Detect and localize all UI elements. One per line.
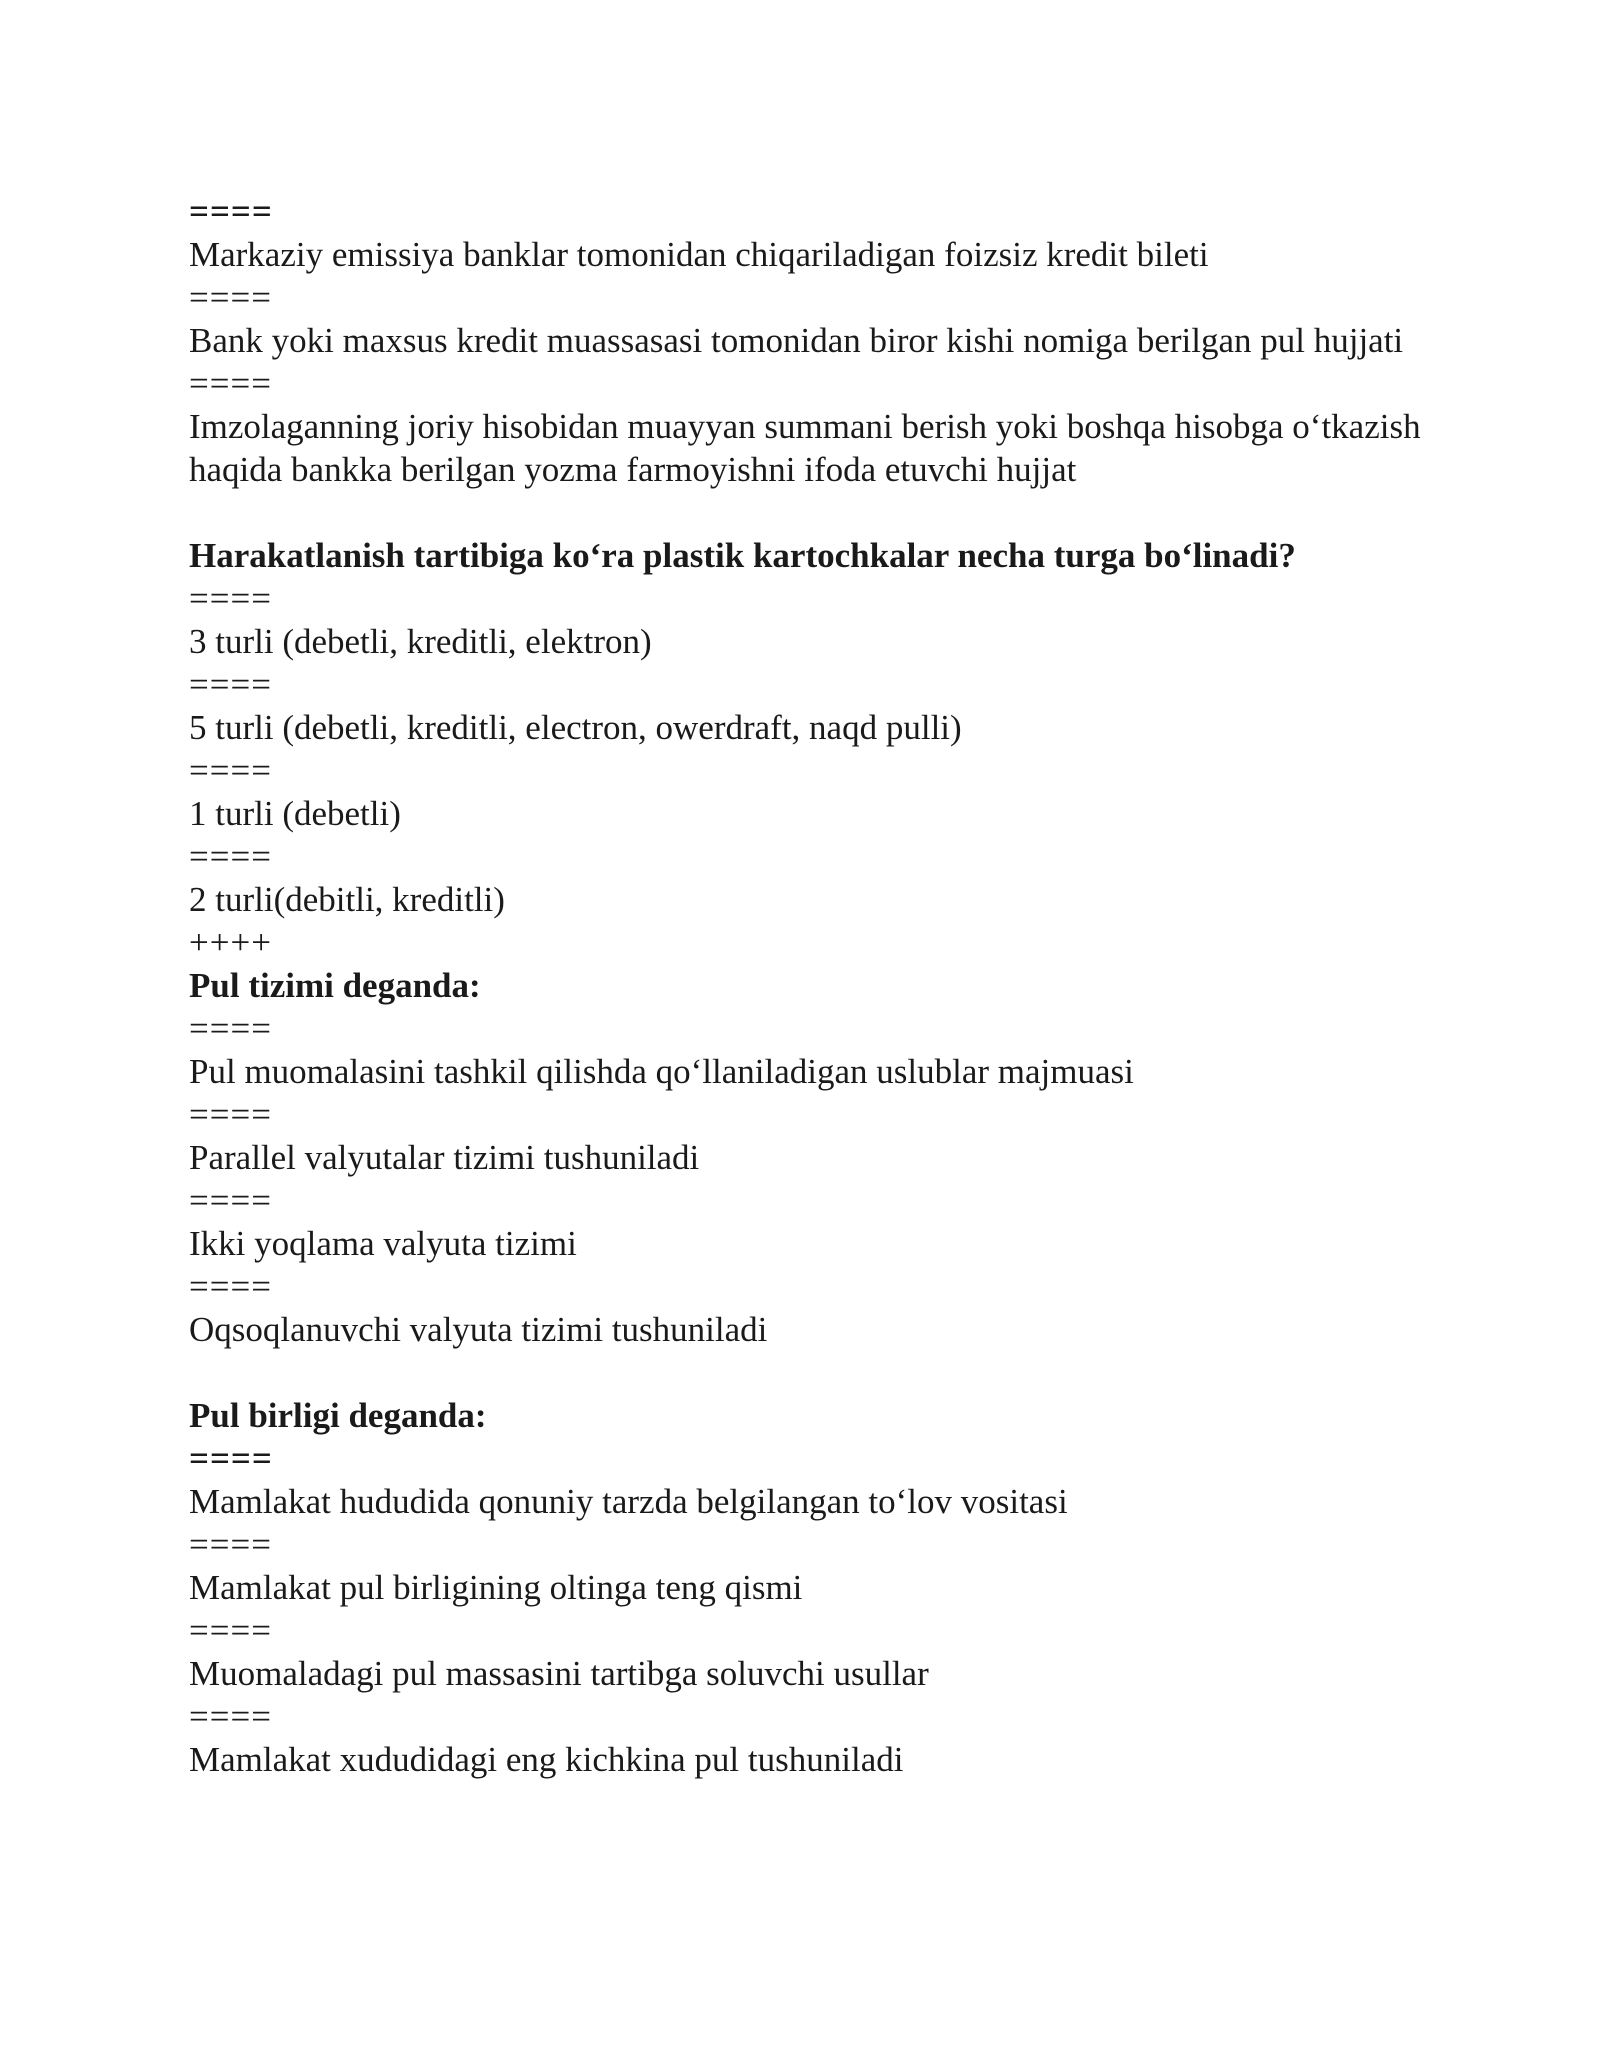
answer-option: Ikki yoqlama valyuta tizimi [189, 1224, 577, 1263]
answer-option: Pul muomalasini tashkil qilishda qo‘llaniladigan uslublar majmuasi [189, 1052, 1134, 1091]
answer-option: Mamlakat hududida qonuniy tarzda belgilangan to‘lov vositasi [189, 1482, 1068, 1521]
separator: ==== [189, 1267, 272, 1306]
answer-option: 1 turli (debetli) [189, 794, 401, 833]
separator: ==== [189, 1009, 272, 1048]
question-title: Pul birligi deganda: [189, 1396, 487, 1435]
answer-option: Bank yoki maxsus kredit muassasasi tomonidan biror kishi nomiga berilgan pul hujjati [189, 321, 1404, 360]
answer-option: Muomaladagi pul massasini tartibga soluvchi usullar [189, 1654, 929, 1693]
answer-option: Oqsoqlanuvchi valyuta tizimi tushuniladi [189, 1310, 768, 1349]
answer-option: Mamlakat pul birligining oltinga teng qismi [189, 1568, 803, 1607]
answer-option: Mamlakat xududidagi eng kichkina pul tushuniladi [189, 1740, 904, 1779]
separator: ==== [189, 1525, 272, 1564]
answer-option: 3 turli (debetli, kreditli, elektron) [189, 622, 652, 661]
answer-option: Imzolaganning joriy hisobidan muayyan summani berish yoki boshqa hisobga o‘tkazish haqida bankka berilgan yozma farmoyishni ifoda etuvchi hujjat [189, 407, 1430, 489]
answer-option: Parallel valyutalar tizimi tushuniladi [189, 1138, 700, 1177]
answer-option: 2 turli(debitli, kreditli) [189, 880, 505, 919]
separator: ==== [189, 192, 273, 231]
spacer [189, 491, 1429, 534]
separator: ==== [189, 1697, 272, 1736]
question-title: Harakatlanish tartibiga ko‘ra plastik kartochkalar necha turga bo‘linadi? [189, 536, 1296, 575]
end-marker: ++++ [189, 923, 272, 962]
separator: ==== [189, 1095, 272, 1134]
answer-option: 5 turli (debetli, kreditli, electron, owerdraft, naqd pulli) [189, 708, 962, 747]
separator: ==== [189, 1611, 272, 1650]
separator: ==== [189, 579, 272, 618]
answer-option: Markaziy emissiya banklar tomonidan chiqariladigan foizsiz kredit bileti [189, 235, 1209, 274]
separator: ==== [189, 278, 272, 317]
separator: ==== [189, 751, 272, 790]
question-title: Pul tizimi deganda: [189, 966, 481, 1005]
separator: ==== [189, 364, 272, 403]
separator: ==== [189, 1439, 273, 1478]
separator: ==== [189, 665, 272, 704]
document-page [189, 190, 1429, 1781]
separator: ==== [189, 1181, 272, 1220]
spacer [189, 1351, 1429, 1394]
separator: ==== [189, 837, 272, 876]
